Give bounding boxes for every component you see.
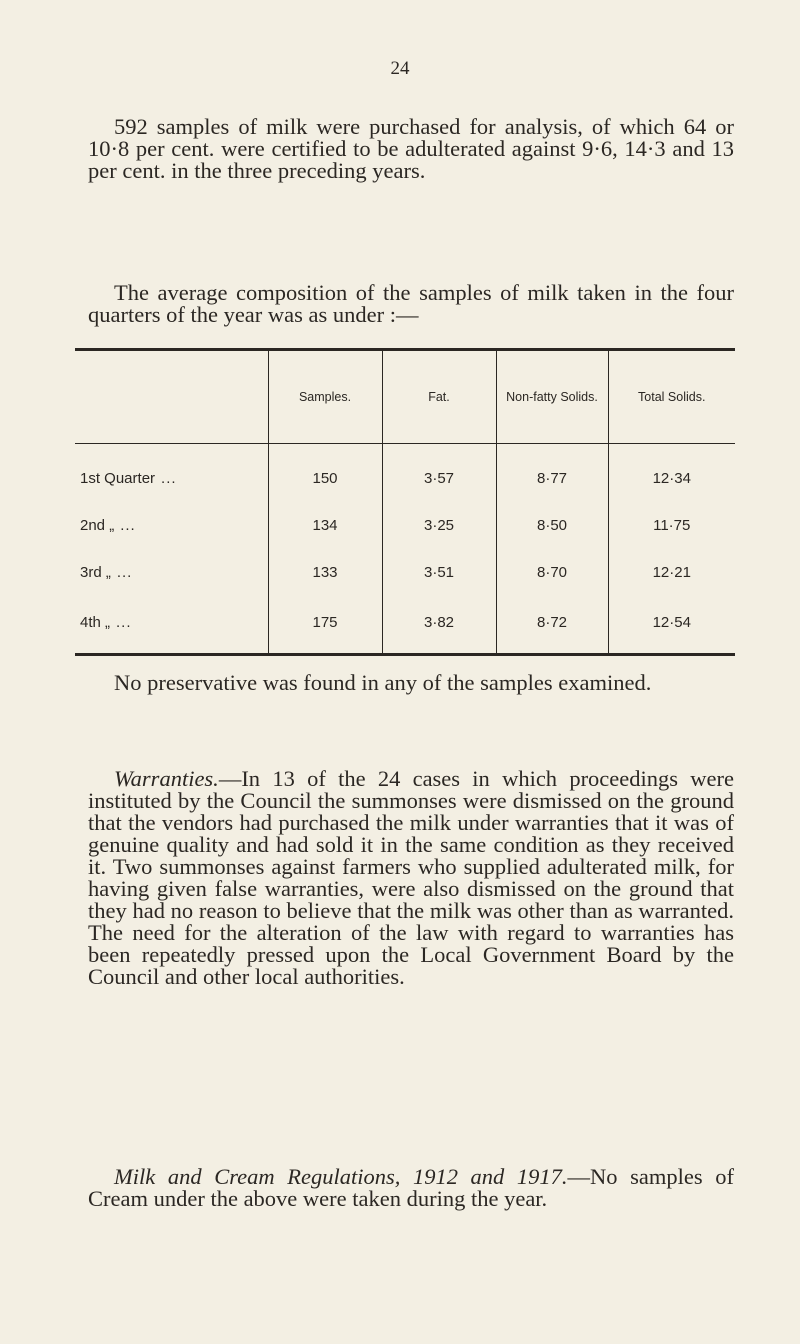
paragraph-preservative bbox=[88, 672, 734, 694]
cell-fat: 3·57 bbox=[382, 444, 496, 503]
cell-non-fatty-solids: 8·70 bbox=[496, 549, 608, 596]
paragraph-average-composition bbox=[88, 282, 734, 326]
cell-non-fatty-solids: 8·50 bbox=[496, 502, 608, 549]
row-leader-dots: ... bbox=[161, 470, 177, 487]
table-row bbox=[75, 502, 735, 549]
page-number: 24 bbox=[390, 58, 410, 79]
cell-total-solids: 12·54 bbox=[608, 596, 735, 653]
row-label-text: 1st Quarter bbox=[80, 470, 156, 487]
row-label-text: 2nd „ bbox=[80, 517, 115, 534]
composition-table bbox=[75, 351, 735, 653]
table-header-row bbox=[75, 351, 735, 444]
cell-samples: 133 bbox=[268, 549, 382, 596]
cell-non-fatty-solids: 8·72 bbox=[496, 596, 608, 653]
warranties-heading: Warranties. bbox=[114, 766, 219, 791]
row-label bbox=[75, 444, 268, 503]
cell-fat: 3·82 bbox=[382, 596, 496, 653]
paragraph-cream-regulations-text: —No samples of Cream under the above were taken during the year. bbox=[88, 1164, 734, 1211]
paragraph-warranties bbox=[88, 768, 734, 988]
table-row bbox=[75, 596, 735, 653]
row-leader-dots: ... bbox=[116, 564, 133, 581]
paragraph-warranties-text: —In 13 of the 24 cases in which proceedings were instituted by the Council the summonses were dismissed on the ground that the vendors had purchased the milk under warranties that it was of genuine quality and had sold it in the same condition as they received it. Two summonses against farmers who supplied adulterated milk, for having given false warranties, were also dismissed on the ground that they had no reason to believe that the milk was other than as warranted. The need for the alteration of the law with regard to warranties has been repeatedly pressed upon the Local Government Board by the Council and other local authorities. bbox=[88, 766, 734, 989]
row-leader-dots: ... bbox=[120, 517, 136, 534]
paragraph-cream-regulations bbox=[88, 1166, 734, 1210]
table-row bbox=[75, 444, 735, 503]
cell-samples: 150 bbox=[268, 444, 382, 503]
header-quarter bbox=[75, 351, 268, 444]
milk-composition-table bbox=[75, 348, 735, 656]
paragraph-average-composition-text: The average composition of the samples of milk taken in the four quarters of the year was as under :— bbox=[88, 280, 734, 327]
table-row bbox=[75, 549, 735, 596]
header-fat: Fat. bbox=[382, 351, 496, 444]
paragraph-preservative-text: No preservative was found in any of the samples examined. bbox=[114, 670, 652, 695]
cell-fat: 3·51 bbox=[382, 549, 496, 596]
header-total-solids: Total Solids. bbox=[608, 351, 735, 444]
paragraph-samples-summary bbox=[88, 116, 734, 182]
cream-regulations-heading: Milk and Cream Regulations, 1912 and 1917. bbox=[114, 1164, 568, 1189]
row-label bbox=[75, 502, 268, 549]
cell-samples: 134 bbox=[268, 502, 382, 549]
row-label bbox=[75, 549, 268, 596]
row-label-text: 4th „ bbox=[80, 613, 111, 631]
cell-fat: 3·25 bbox=[382, 502, 496, 549]
header-non-fatty-solids: Non-fatty Solids. bbox=[496, 351, 608, 444]
header-samples: Samples. bbox=[268, 351, 382, 444]
cell-total-solids: 11·75 bbox=[608, 502, 735, 549]
paragraph-samples-summary-text: 592 samples of milk were purchased for analysis, of which 64 or 10·8 per cent. were certified to be adulterated against 9·6, 14·3 and 13 per cent. in the three preceding years. bbox=[88, 114, 734, 183]
cell-samples: 175 bbox=[268, 596, 382, 653]
cell-total-solids: 12·34 bbox=[608, 444, 735, 503]
row-label bbox=[75, 596, 268, 653]
row-leader-dots: ... bbox=[116, 613, 132, 631]
table-bottom-rule bbox=[75, 653, 735, 656]
cell-non-fatty-solids: 8·77 bbox=[496, 444, 608, 503]
cell-total-solids: 12·21 bbox=[608, 549, 735, 596]
row-label-text: 3rd „ bbox=[80, 564, 111, 581]
